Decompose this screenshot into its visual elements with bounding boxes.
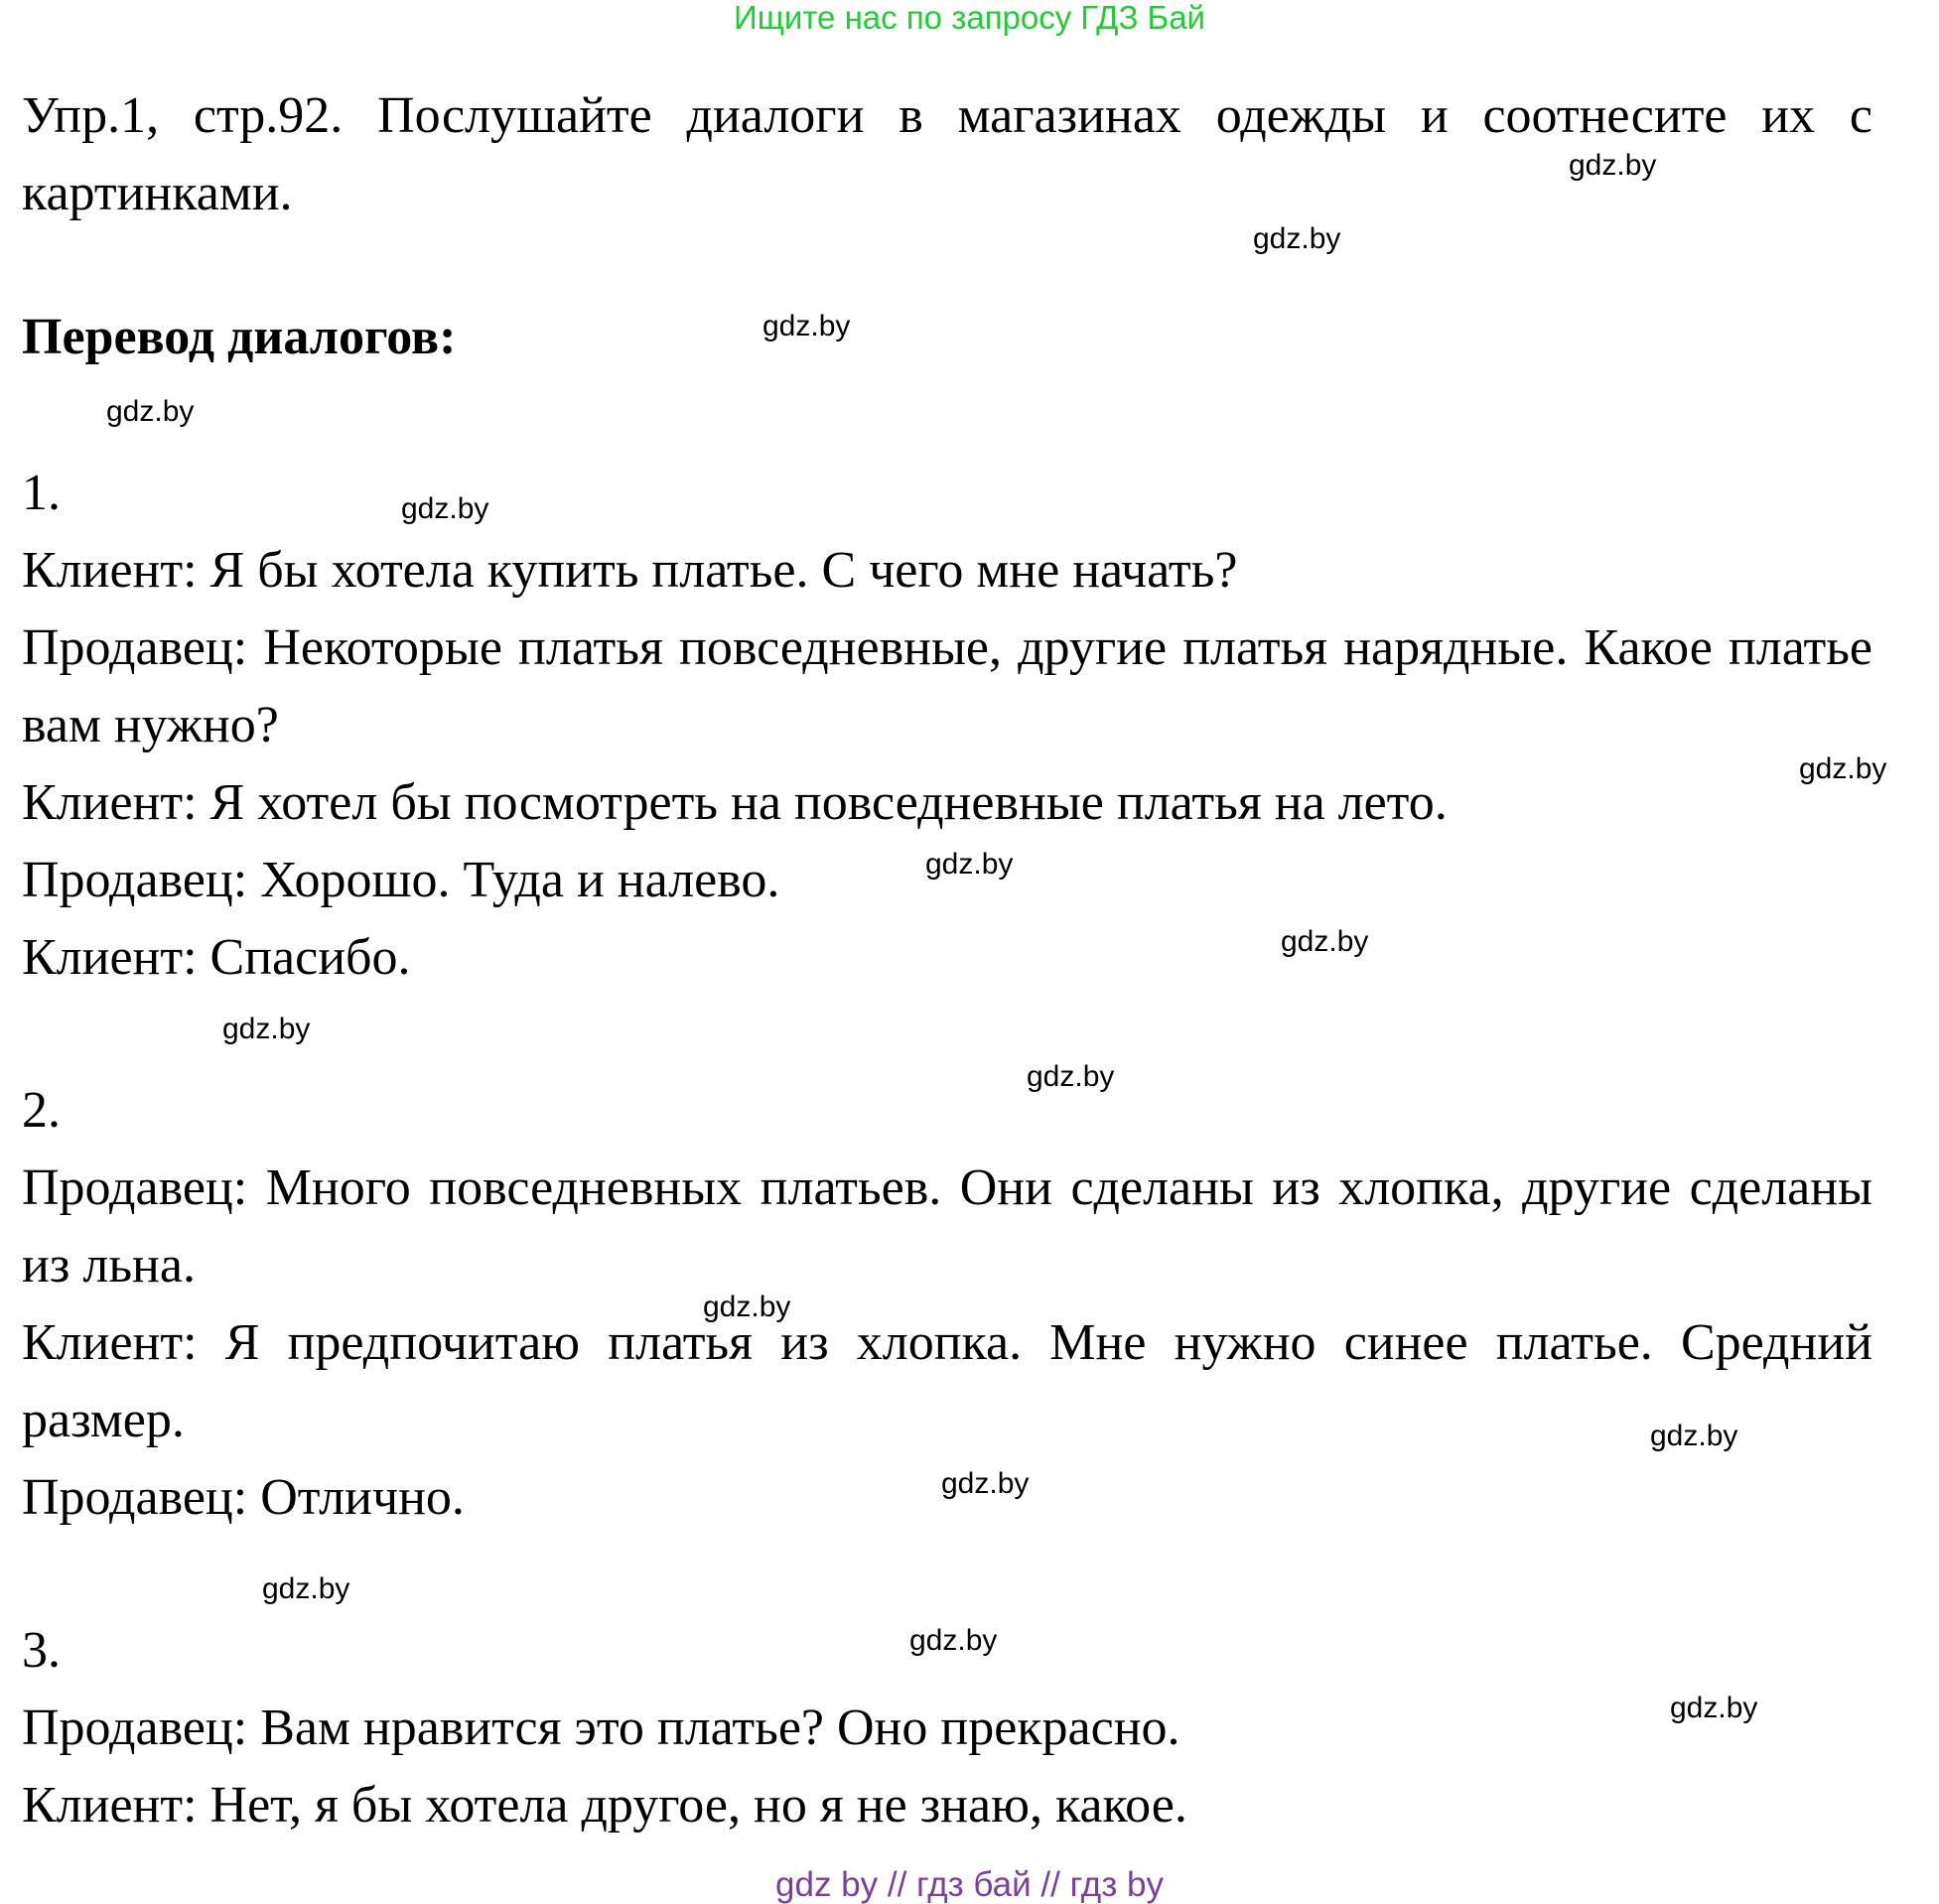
dialog-number: 3. — [22, 1622, 61, 1679]
site-banner: Ищите нас по запросу ГДЗ Бай — [734, 0, 1205, 36]
dialog-line: Клиент: Спасибо. — [22, 929, 411, 986]
site-footer: gdz by // гдз бай // гдз by — [775, 1865, 1164, 1904]
dialog-number: 2. — [22, 1082, 61, 1139]
section-heading: Перевод диалогов: — [22, 309, 457, 365]
watermark: gdz.by — [1650, 1420, 1738, 1452]
watermark: gdz.by — [1670, 1692, 1758, 1724]
dialog-line: Клиент: Нет, я бы хотела другое, но я не знаю, какое. — [22, 1777, 1187, 1834]
watermark: gdz.by — [222, 1013, 311, 1045]
dialog-line: Продавец: Много повседневных платьев. Они сделаны из хлопка, другие сделаны из льна. — [22, 1159, 1872, 1293]
watermark: gdz.by — [1253, 222, 1341, 255]
dialog-line: Клиент: Я хотел бы посмотреть на повседневные платья на лето. — [22, 774, 1448, 831]
watermark: gdz.by — [262, 1572, 350, 1605]
dialog-number: 1. — [22, 465, 61, 521]
watermark: gdz.by — [1799, 752, 1887, 785]
dialog-line: Продавец: Хорошо. Туда и налево. — [22, 852, 780, 908]
dialog-line: Продавец: Отлично. — [22, 1469, 465, 1526]
watermark: gdz.by — [909, 1624, 998, 1657]
watermark: gdz.by — [1569, 149, 1657, 182]
watermark: gdz.by — [106, 395, 195, 428]
exercise-title: Упр.1, стр.92. Послушайте диалоги в магазинах одежды и соотнесите их с картинками. — [22, 87, 1872, 221]
dialog-line: Продавец: Вам нравится это платье? Оно прекрасно. — [22, 1700, 1180, 1756]
watermark: gdz.by — [762, 310, 851, 342]
watermark: gdz.by — [1281, 925, 1369, 958]
dialog-line: Клиент: Я предпочитаю платья из хлопка. Мне нужно синее платье. Средний размер. — [22, 1314, 1872, 1448]
dialog-line: Продавец: Некоторые платья повседневные, другие платья нарядные. Какое платье вам нужно? — [22, 619, 1872, 753]
watermark: gdz.by — [941, 1467, 1030, 1500]
dialog-line: Клиент: Я бы хотела купить платье. С чего мне начать? — [22, 542, 1238, 599]
watermark: gdz.by — [1027, 1060, 1115, 1093]
watermark: gdz.by — [703, 1291, 791, 1323]
watermark: gdz.by — [925, 848, 1014, 881]
watermark: gdz.by — [401, 492, 489, 525]
